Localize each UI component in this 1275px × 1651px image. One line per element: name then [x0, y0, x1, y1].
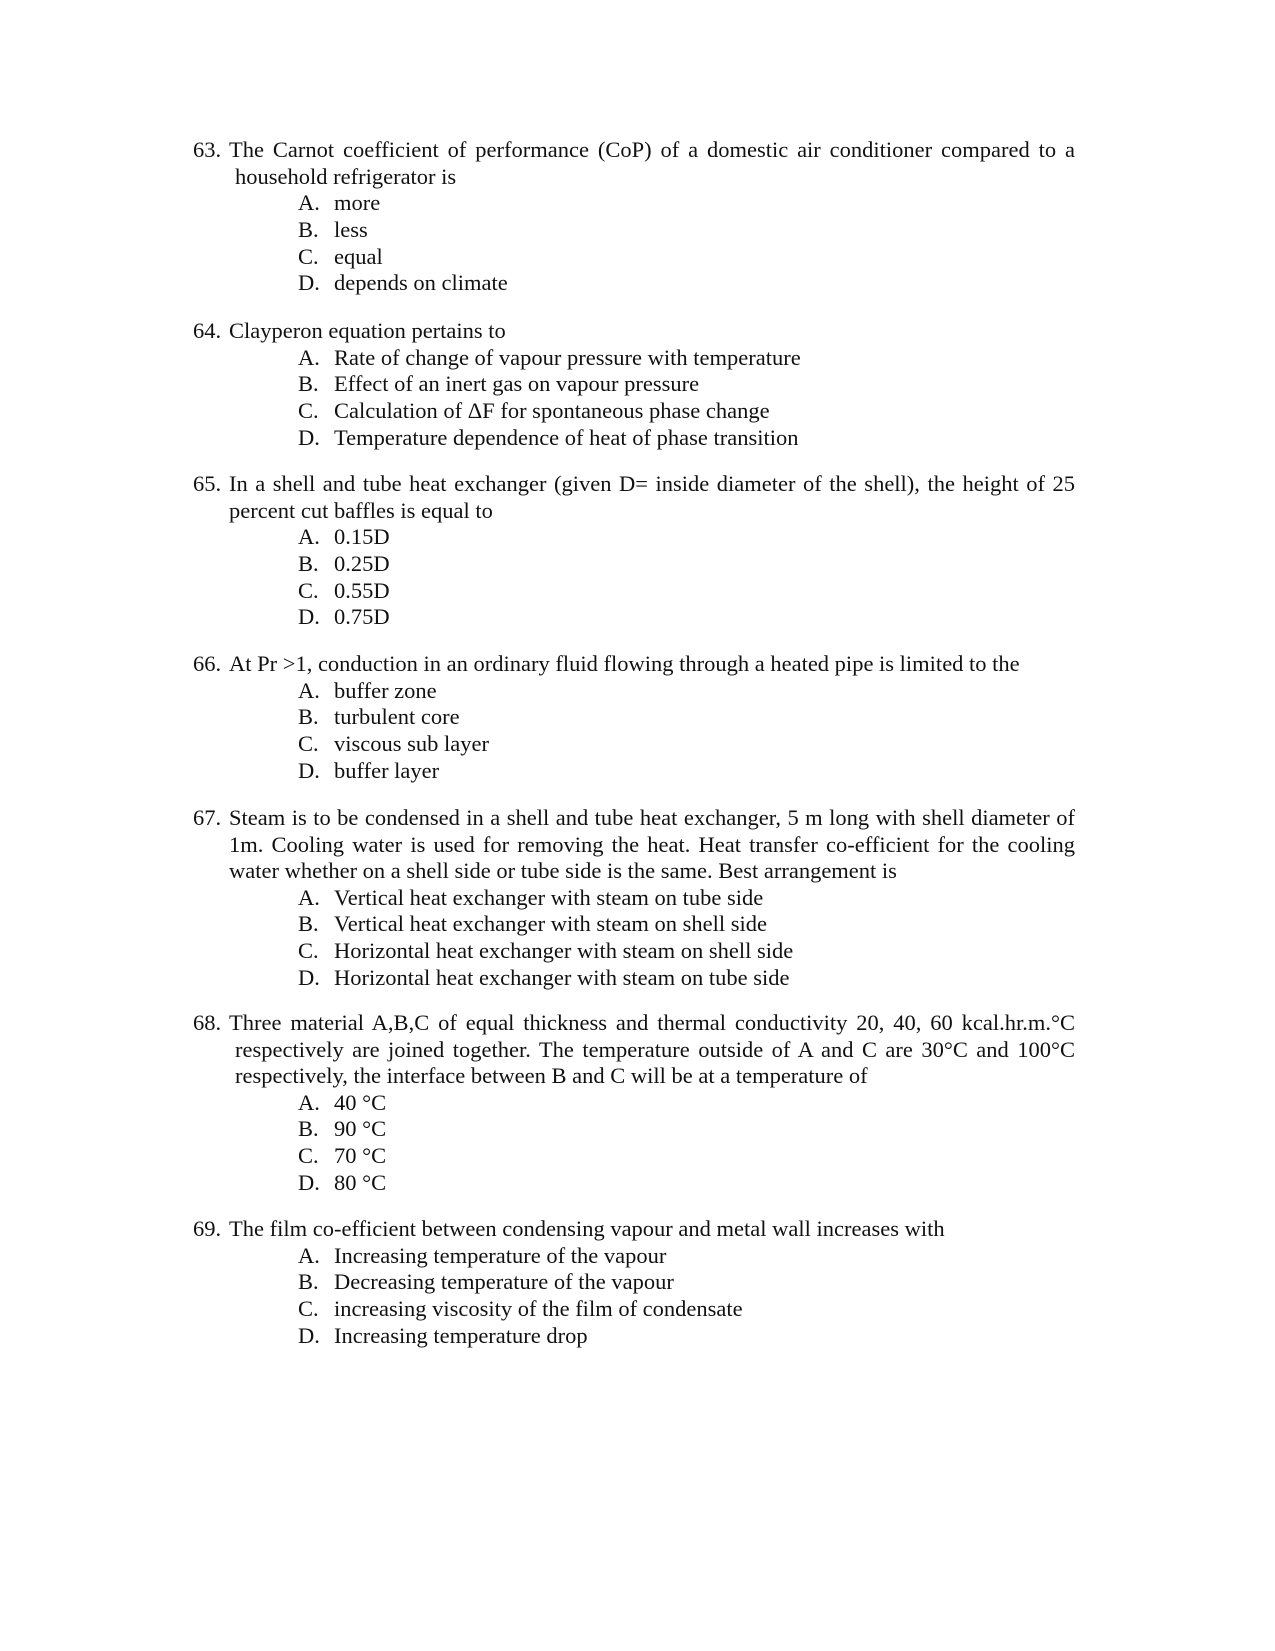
question-69	[193, 1216, 1075, 1350]
question-number: 66.	[193, 651, 222, 676]
answer-options	[193, 190, 1075, 297]
option-text: 40 °C	[334, 1089, 387, 1115]
answer-option-b	[193, 217, 1075, 244]
option-text: Decreasing temperature of the vapour	[334, 1269, 674, 1295]
option-letter: D.	[298, 604, 320, 630]
answer-option-b	[193, 911, 1075, 938]
option-text: Increasing temperature of the vapour	[334, 1242, 667, 1268]
option-letter: D.	[298, 1169, 320, 1195]
answer-option-a	[193, 190, 1075, 217]
question-64	[193, 318, 1075, 452]
option-text: more	[334, 190, 381, 215]
answer-option-d	[193, 965, 1075, 992]
option-text: Effect of an inert gas on vapour pressure	[334, 371, 700, 397]
option-letter: C.	[298, 398, 319, 424]
option-letter: B.	[298, 1269, 319, 1295]
question-stem	[193, 651, 1075, 678]
option-text: buffer zone	[334, 677, 437, 703]
answer-options	[193, 885, 1075, 992]
option-text: Vertical heat exchanger with steam on tube side	[334, 884, 764, 910]
question-text: Three material A,B,C of equal thickness and thermal conductivity 20, 40, 60 kcal.hr.m.°C respectively are joined together. The temperature outside of A and C are 30°C and 100°C respectively, the interface between B and C will be at a temperature of	[229, 1010, 1075, 1088]
option-letter: C.	[298, 1296, 319, 1322]
answer-option-a	[193, 885, 1075, 912]
option-text: buffer layer	[334, 757, 440, 783]
question-stem	[193, 318, 1075, 345]
answer-option-a	[193, 524, 1075, 551]
option-letter: C.	[298, 577, 319, 603]
option-text: 80 °C	[334, 1169, 387, 1195]
question-stem	[193, 471, 1075, 524]
option-letter: A.	[298, 884, 320, 910]
option-text: 0.75D	[334, 604, 390, 630]
question-65	[193, 471, 1075, 631]
question-number: 63.	[193, 137, 222, 162]
option-text: Increasing temperature drop	[334, 1322, 588, 1348]
answer-option-d	[193, 270, 1075, 297]
answer-option-c	[193, 1143, 1075, 1170]
option-letter: A.	[298, 677, 320, 703]
answer-option-d	[193, 604, 1075, 631]
answer-option-c	[193, 938, 1075, 965]
question-text: In a shell and tube heat exchanger (given D= inside diameter of the shell), the height of 25 percent cut baffles is equal to	[229, 471, 1075, 523]
option-letter: A.	[298, 524, 320, 549]
answer-options	[193, 678, 1075, 785]
answer-options	[193, 345, 1075, 452]
option-letter: B.	[298, 1116, 319, 1142]
option-text: equal	[334, 243, 383, 269]
option-letter: B.	[298, 216, 319, 242]
option-letter: C.	[298, 731, 319, 757]
answer-option-c	[193, 731, 1075, 758]
question-63	[193, 137, 1075, 297]
answer-option-a	[193, 1243, 1075, 1270]
answer-option-b	[193, 1269, 1075, 1296]
option-text: Horizontal heat exchanger with steam on shell side	[334, 938, 794, 964]
answer-options	[193, 524, 1075, 631]
answer-option-c	[193, 398, 1075, 425]
question-stem	[193, 1010, 1075, 1090]
option-letter: C.	[298, 938, 319, 964]
question-number: 64.	[193, 318, 222, 343]
option-letter: A.	[298, 344, 320, 370]
question-text: The film co-efficient between condensing vapour and metal wall increases with	[229, 1216, 945, 1241]
answer-options	[193, 1090, 1075, 1197]
option-text: Temperature dependence of heat of phase transition	[334, 424, 799, 450]
option-letter: B.	[298, 704, 319, 730]
question-text: Clayperon equation pertains to	[229, 318, 506, 343]
answer-option-a	[193, 1090, 1075, 1117]
option-text: 70 °C	[334, 1143, 387, 1169]
question-stem	[193, 805, 1075, 885]
option-text: depends on climate	[334, 270, 508, 296]
answer-option-b	[193, 704, 1075, 731]
answer-option-b	[193, 1116, 1075, 1143]
option-letter: B.	[298, 911, 319, 937]
option-letter: D.	[298, 424, 320, 450]
question-number: 68.	[193, 1010, 222, 1035]
answer-options	[193, 1243, 1075, 1350]
answer-option-c	[193, 244, 1075, 271]
option-letter: D.	[298, 1322, 320, 1348]
option-letter: D.	[298, 270, 320, 296]
option-letter: B.	[298, 371, 319, 397]
option-text: turbulent core	[334, 704, 460, 730]
option-text: 0.55D	[334, 577, 390, 603]
option-text: 90 °C	[334, 1116, 387, 1142]
option-letter: D.	[298, 964, 320, 990]
option-letter: A.	[298, 1089, 320, 1115]
option-text: 0.25D	[334, 550, 390, 576]
answer-option-b	[193, 551, 1075, 578]
option-text: Calculation of ΔF for spontaneous phase change	[334, 398, 770, 424]
answer-option-b	[193, 371, 1075, 398]
option-letter: D.	[298, 757, 320, 783]
answer-option-c	[193, 578, 1075, 605]
question-number: 69.	[193, 1216, 222, 1241]
answer-option-d	[193, 1170, 1075, 1197]
option-text: Horizontal heat exchanger with steam on tube side	[334, 964, 790, 990]
option-letter: A.	[298, 1242, 320, 1268]
option-text: Vertical heat exchanger with steam on shell side	[334, 911, 767, 937]
option-letter: B.	[298, 550, 319, 576]
question-text: At Pr >1, conduction in an ordinary fluid flowing through a heated pipe is limited to the	[229, 651, 1020, 676]
question-stem	[193, 1216, 1075, 1243]
option-text: 0.15D	[334, 524, 390, 549]
answer-option-d	[193, 758, 1075, 785]
option-text: Rate of change of vapour pressure with temperature	[334, 344, 801, 370]
answer-option-c	[193, 1296, 1075, 1323]
answer-option-a	[193, 345, 1075, 372]
option-letter: C.	[298, 243, 319, 269]
question-number: 67.	[193, 805, 222, 830]
answer-option-d	[193, 425, 1075, 452]
question-number: 65.	[193, 471, 222, 496]
option-letter: A.	[298, 190, 320, 215]
option-text: less	[334, 216, 368, 242]
question-67	[193, 805, 1075, 992]
question-text: Steam is to be condensed in a shell and tube heat exchanger, 5 m long with shell diameter of 1m. Cooling water is used for removing the heat. Heat transfer co-efficient for the cooling water whether on a shell side or tube side is the same. Best arrangement is	[229, 805, 1075, 883]
option-text: viscous sub layer	[334, 731, 489, 757]
question-text: The Carnot coefficient of performance (CoP) of a domestic air conditioner compared to a household refrigerator is	[229, 137, 1075, 189]
answer-option-d	[193, 1323, 1075, 1350]
question-stem	[193, 137, 1075, 190]
option-letter: C.	[298, 1143, 319, 1169]
option-text: increasing viscosity of the film of condensate	[334, 1296, 743, 1322]
question-66	[193, 651, 1075, 785]
question-68	[193, 1010, 1075, 1197]
answer-option-a	[193, 678, 1075, 705]
